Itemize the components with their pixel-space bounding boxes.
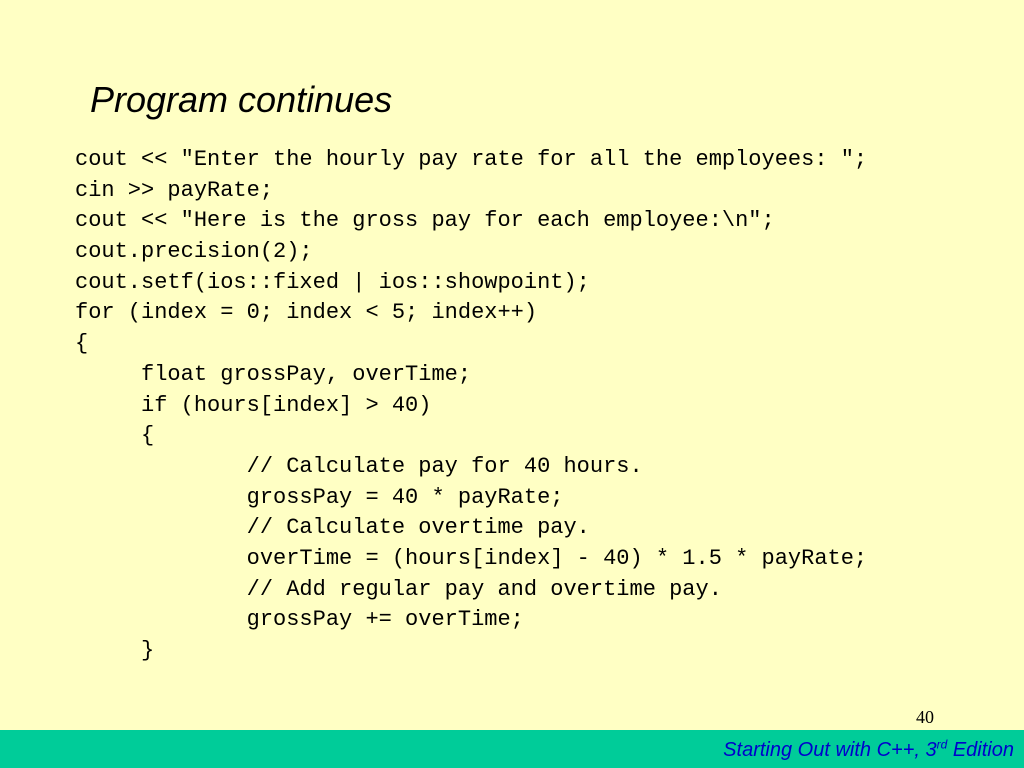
code-block [75, 145, 867, 667]
footer-ordinal-suffix: rd [936, 737, 948, 752]
footer-edition-text: Edition [947, 739, 1014, 761]
code-line: } [75, 638, 155, 663]
slide-title: Program continues [90, 79, 393, 120]
code-line: grossPay += overTime; [75, 607, 524, 633]
code-line: // Add regular pay and overtime pay. [75, 576, 722, 602]
code-line: // Calculate pay for 40 hours. [75, 453, 643, 479]
code-line: { [75, 331, 89, 357]
code-line: // Calculate overtime pay. [75, 515, 590, 541]
code-line: cin >> payRate; [75, 177, 274, 203]
code-line: grossPay = 40 * payRate; [75, 484, 564, 510]
code-line: float grossPay, overTime; [75, 361, 472, 387]
footer-bar [0, 730, 1024, 768]
code-line: overTime = (hours[index] - 40) * 1.5 * payRate; [75, 545, 868, 571]
code-line: { [75, 423, 155, 449]
footer-book-title [723, 738, 1014, 762]
code-line: cout.setf(ios::fixed | ios::showpoint); [75, 269, 590, 295]
footer-title-text: Starting Out with C++, 3 [723, 739, 937, 761]
page-number: 40 [916, 707, 934, 727]
code-line: for (index = 0; index < 5; index++) [75, 300, 538, 326]
code-line: cout << "Here is the gross pay for each employee:\n"; [75, 208, 775, 234]
code-line: cout.precision(2); [75, 239, 313, 265]
code-line: if (hours[index] > 40) [75, 392, 432, 418]
code-line: cout << "Enter the hourly pay rate for all the employees: "; [75, 147, 868, 172]
